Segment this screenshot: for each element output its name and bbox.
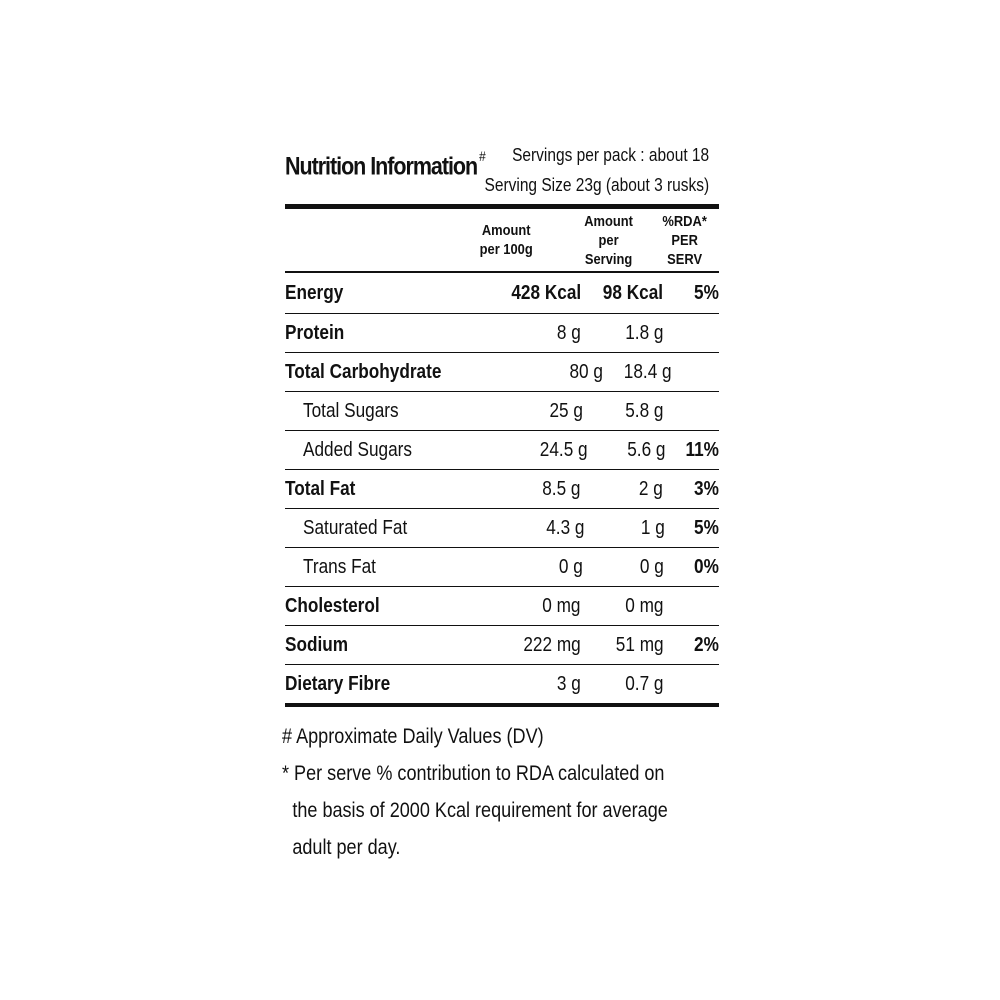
per100-value: 80 g — [568, 360, 603, 383]
bottom-divider — [285, 703, 719, 707]
rda-value — [664, 400, 719, 423]
footnote-rda-line3: adult per day. — [292, 836, 401, 859]
serving-value: 1 g — [640, 516, 665, 539]
rda-value: 0% — [694, 555, 719, 578]
per100-value: 222 mg — [523, 633, 581, 656]
label-title — [285, 148, 485, 181]
rda-value: 11% — [685, 438, 719, 461]
nutrient-name: Trans Fat — [303, 555, 376, 578]
nutrient-name: Total Fat — [285, 477, 356, 500]
per100-value: 8 g — [557, 321, 581, 344]
serving-value: 0 mg — [624, 594, 664, 617]
per100-column-header — [448, 221, 558, 259]
serving-size: Serving Size 23g (about 3 rusks) — [484, 175, 709, 195]
serving-value: 98 Kcal — [602, 281, 664, 304]
footnote-rda-line2: the basis of 2000 Kcal requirement for average — [292, 799, 668, 822]
table-row — [285, 665, 719, 703]
rda-value — [663, 595, 719, 618]
per100-value: 8.5 g — [542, 477, 581, 500]
table-row — [285, 273, 719, 314]
table-row — [285, 314, 719, 353]
serving-value: 5.6 g — [627, 438, 666, 461]
per100-header-line1: Amount — [481, 222, 531, 239]
nutrient-name: Total Sugars — [303, 399, 399, 422]
rda-value: 3% — [694, 477, 720, 500]
rda-value: 5% — [694, 281, 720, 304]
per100-value: 3 g — [557, 672, 581, 695]
perserv-header-line2: Serving — [584, 250, 632, 268]
rda-column-header — [655, 212, 715, 269]
per100-value: 25 g — [549, 399, 583, 422]
per100-value: 0 g — [558, 555, 583, 578]
footnote-rda-line1: * Per serve % contribution to RDA calculated on — [282, 762, 665, 785]
table-row — [285, 509, 719, 548]
table-row — [285, 587, 719, 626]
per100-value: 4.3 g — [546, 516, 585, 539]
rda-value: 5% — [694, 516, 719, 539]
nutrient-name: Cholesterol — [285, 594, 380, 617]
nutrient-name: Protein — [285, 321, 345, 344]
rda-value — [672, 361, 719, 384]
serving-value: 51 mg — [615, 633, 664, 656]
table-row — [285, 431, 719, 470]
serving-value: 2 g — [639, 477, 664, 500]
serving-value: 5.8 g — [625, 399, 664, 422]
perserv-column-header — [572, 212, 643, 269]
serving-value: 0.7 g — [624, 672, 664, 695]
servings-per-pack: Servings per pack : about 18 — [511, 145, 709, 165]
rda-value: 2% — [694, 633, 720, 656]
per100-header-line2: per 100g — [479, 241, 533, 258]
nutrient-name: Total Carbohydrate — [285, 360, 442, 383]
nutrient-name: Sodium — [285, 633, 349, 656]
serving-value: 0 g — [639, 555, 664, 578]
serving-info — [484, 140, 709, 200]
serving-value: 18.4 g — [624, 360, 672, 383]
nutrient-table — [285, 273, 719, 703]
label-header — [285, 138, 719, 204]
nutrition-label — [285, 138, 719, 707]
nutrient-name: Energy — [285, 281, 344, 304]
footnote-dv: # Approximate Daily Values (DV) — [282, 725, 544, 748]
table-row — [285, 353, 719, 392]
footnotes — [282, 718, 668, 866]
rda-header-line2: PER SERV — [666, 231, 702, 268]
nutrient-name: Added Sugars — [303, 438, 413, 461]
table-row — [285, 626, 719, 665]
perserv-header-line1: Amount per — [583, 212, 633, 249]
rda-header-line1: %RDA* — [662, 212, 707, 230]
per100-value: 428 Kcal — [511, 281, 581, 304]
rda-value — [663, 322, 719, 345]
table-row — [285, 548, 719, 587]
nutrient-name: Saturated Fat — [303, 516, 408, 539]
nutrient-name: Dietary Fibre — [285, 672, 391, 695]
table-row — [285, 470, 719, 509]
table-row — [285, 392, 719, 431]
column-header-row — [285, 209, 719, 273]
label-title-text: Nutrition Information — [285, 152, 478, 181]
serving-value: 1.8 g — [624, 321, 664, 344]
per100-value: 0 mg — [542, 594, 581, 617]
rda-value — [663, 673, 719, 696]
per100-value: 24.5 g — [539, 438, 588, 461]
title-mark: # — [478, 148, 485, 164]
